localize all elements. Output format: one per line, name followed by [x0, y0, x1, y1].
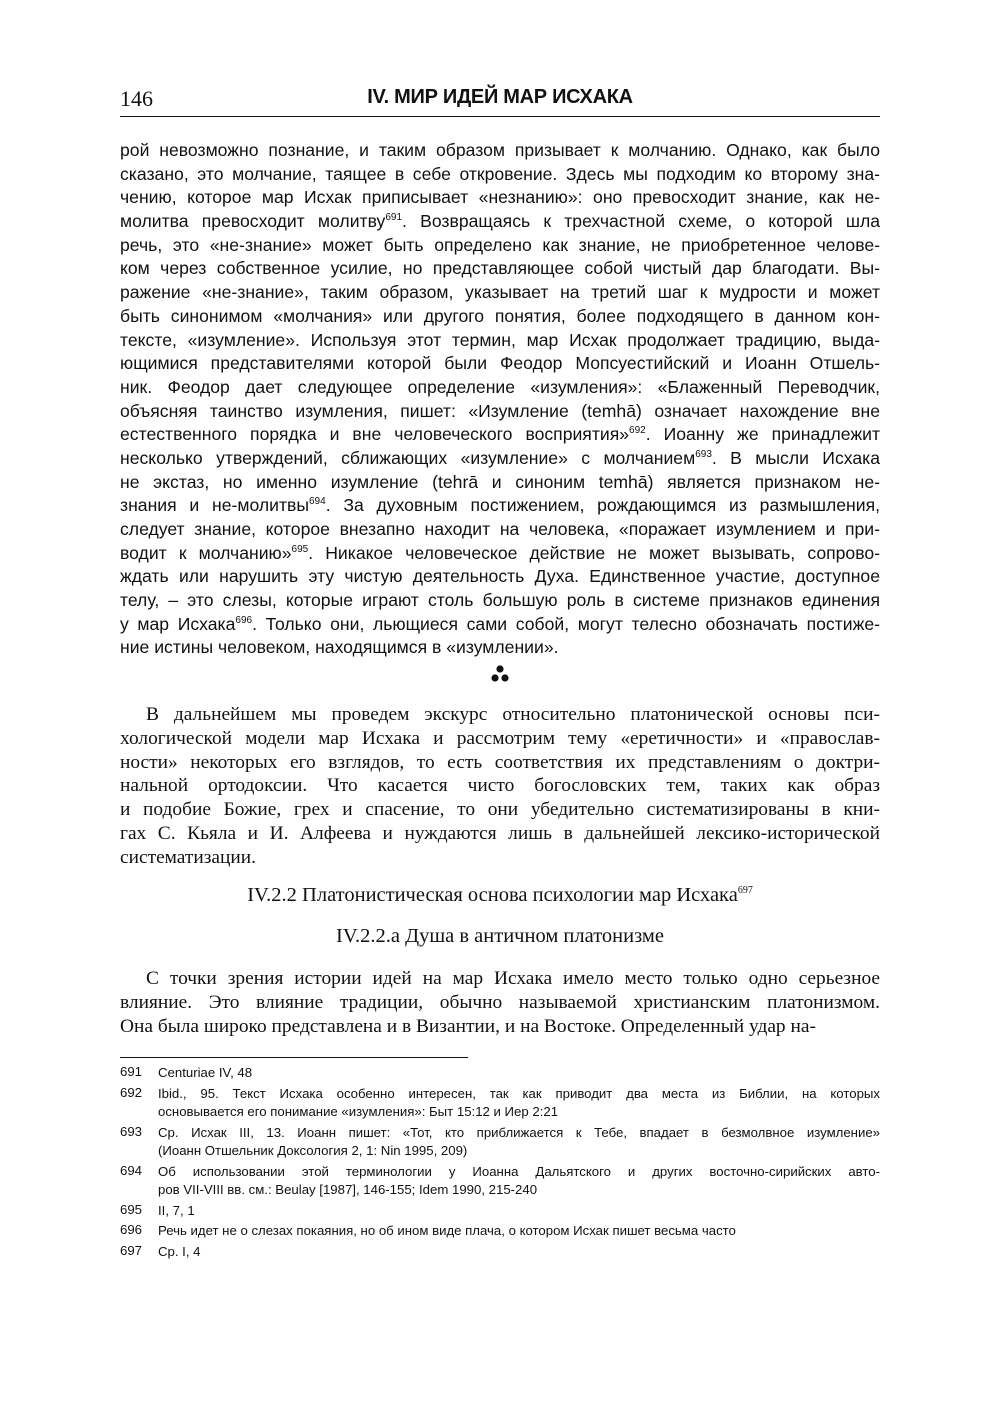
text-line: чению, которое мар Исхак приписывает «незнанию»: оно превосходит знание, как не- — [120, 187, 880, 208]
text-line: естественного порядка и вне человеческого восприятия»$^{692}$. Иоанну же принадлежит — [120, 424, 880, 445]
text-line: гах С. Кьяла и И. Алфеева и нуждаются лишь в дальнейшей лексико-исторической — [120, 822, 880, 844]
footnote-text: II, 7, 1 — [158, 1202, 195, 1218]
text-line: рой невозможно познание, и таким образом призывает к молчанию. Однако, как было — [120, 140, 880, 160]
footnote-number: 694 — [120, 1162, 143, 1178]
text-line: и подобие Божие, грех и спасение, то они убедительно систематизированы в кни- — [120, 799, 880, 821]
footnote-number: 692 — [120, 1084, 143, 1100]
text-line: ник. Феодор дает следующее определение «изумления»: «Блаженный Переводчик, — [120, 376, 880, 397]
text-line: влияние. Это влияние традиции, обычно называемой христианским платонизмом. — [120, 991, 880, 1013]
text-line: у мар Исхака$^{696}$. Только они, льющиеся сами собой, могут телесно обозначать постиже- — [120, 613, 880, 634]
footnote-text: Centuriae IV, 48 — [158, 1065, 253, 1080]
text-line: быть синонимом «молчания» или другого понятия, более подходящего в данном кон- — [120, 305, 880, 326]
text-line: молитва превосходит молитву$^{691}$. Возвращаясь к трехчастной схеме, о которой шла — [120, 211, 880, 232]
paragraph-2 — [120, 703, 880, 870]
text-line: ности» некоторых его взглядов, то есть соответствия их представлениям о доктри- — [120, 751, 880, 773]
text-line: систематизации. — [120, 846, 257, 868]
footnotes — [120, 1064, 880, 1263]
text-line: объясняя таинство изумления, пишет: «Изумление (temhā) означает нахождение вне — [120, 400, 880, 421]
text-line: ние истины человеком, находящимся в «изумлении». — [120, 637, 559, 658]
text-line: сказано, это молчание, таящее в себе откровение. Здесь мы подходим ко второму зна- — [120, 163, 880, 184]
footnote-text: ров VII-VIII вв. см.: Beulay [1987], 146-155; Idem 1990, 215-240 — [158, 1182, 538, 1197]
paragraph-3 — [120, 967, 880, 1038]
section-heading: IV.2.2 Платонистическая основа психологии мар Исхака$^{697}$ — [247, 884, 753, 906]
text-line: В дальнейшем мы проведем экскурс относительно платонической основы пси- — [146, 704, 880, 725]
text-line: несколько утверждений, сближающих «изумление» с молчанием$^{693}$. В мысли Исхака — [120, 447, 880, 468]
section-break-ornament-icon — [486, 664, 514, 686]
footnote-item — [120, 1243, 880, 1262]
text-line: не экстаз, но именно изумление (tehrā и синоним temhā) является признаком не- — [120, 471, 880, 492]
text-line: ражение «не-знание», таким образом, указывает на третий шаг к мудрости и может — [120, 282, 880, 303]
subsection-heading: IV.2.2.а Душа в античном платонизме — [336, 925, 664, 947]
footnote-text: Ср. I, 4 — [158, 1243, 201, 1259]
paragraph-1 — [120, 139, 880, 660]
footnote-number: 697 — [120, 1242, 143, 1258]
footnote-text: основывается его понимание «изумления»: Быт 15:12 и Иер 2:21 — [158, 1104, 559, 1119]
footnote-item — [120, 1124, 880, 1161]
page-header — [120, 86, 880, 116]
text-line: нальной ортодоксии. Что касается чисто богословских тем, таких как образ — [120, 775, 880, 797]
footnote-number: 693 — [120, 1123, 143, 1139]
text-line: речь, это «не-знание» может быть определено как знание, не приобретенное челове- — [120, 234, 880, 255]
footnote-text: (Иоанн Отшельник Доксология 2, 1: Nin 1995, 209) — [158, 1143, 468, 1158]
header-rule — [120, 116, 880, 117]
footnote-item — [120, 1064, 880, 1083]
text-line: Она была широко представлена и в Византии, и на Востоке. Определенный удар на- — [120, 1015, 816, 1037]
footnote-text: Об использовании этой терминологии у Иоанна Дальятского и других восточно-сирийских авто- — [158, 1163, 880, 1179]
footnote-text: Речь идет не о слезах покаяния, но об ином виде плача, о котором Исхак пишет весьма часто — [158, 1223, 736, 1238]
text-line: ком через собственное усилие, но представляющее собой чистый дар благодати. Вы- — [120, 258, 880, 279]
footnote-rule — [120, 1057, 468, 1058]
footnote-item — [120, 1202, 880, 1221]
footnote-item — [120, 1222, 880, 1241]
page-number: 146 — [120, 86, 153, 111]
running-title: IV. МИР ИДЕЙ МАР ИСХАКА — [367, 86, 633, 108]
text-line: тексте, «изумление». Используя этот термин, мар Исхак продолжает традицию, выда- — [120, 329, 880, 350]
text-line: знания и не-молитвы$^{694}$. За духовным постижением, рождающимся из размышления, — [120, 495, 880, 516]
text-line: хологической модели мар Исхака и рассмотрим тему «еретичности» и «православ- — [120, 727, 880, 749]
text-line: ющимися представителями которой были Феодор Мопсуестийский и Иоанн Отшель- — [120, 353, 880, 374]
footnote-text: Ibid., 95. Текст Исхака особенно интересен, так как приводит два места из Библии, на которых — [158, 1085, 880, 1101]
text-line: следует знание, которое внезапно находит на человека, «поражает изумлением и при- — [120, 519, 880, 539]
text-line: С точки зрения истории идей на мар Исхака имело место только одно серьезное — [146, 968, 880, 989]
footnote-number: 691 — [120, 1064, 143, 1079]
text-line: телу, – это слезы, которые играют столь большую роль в системе признаков единения — [120, 590, 880, 611]
text-line: водит к молчанию»$^{695}$. Никакое человеческое действие не может вызывать, сопрово- — [120, 542, 880, 563]
footnote-item — [120, 1085, 880, 1122]
footnote-item — [120, 1163, 880, 1200]
footnote-number: 696 — [120, 1222, 143, 1237]
text-line: ждать или нарушить эту чистую деятельность Духа. Единственное участие, доступное — [120, 566, 880, 587]
footnote-text: Ср. Исхак III, 13. Иоанн пишет: «Тот, кто приближается к Тебе, впадает в безмолвное изумление» — [158, 1124, 880, 1140]
footnote-number: 695 — [120, 1201, 143, 1217]
